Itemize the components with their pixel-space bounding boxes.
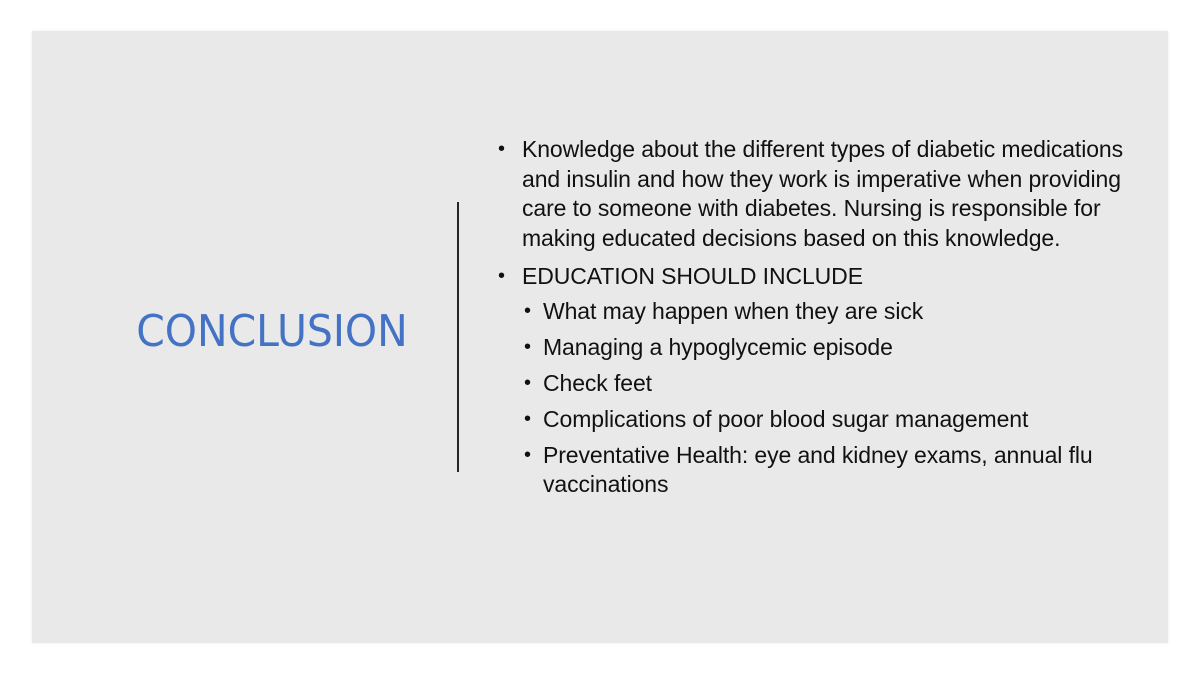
sub-bullet-item <box>498 297 1138 326</box>
sub-bullet-item <box>498 441 1138 499</box>
bullet-icon: • <box>498 265 505 287</box>
bullet-item <box>498 135 1138 253</box>
sub-bullet-text: Managing a hypoglycemic episode <box>543 333 893 360</box>
bullet-text: Knowledge about the different types of diabetic medications and insulin and how they work is imperative when providing care to someone with diabetes. Nursing is responsible for making educated decisions based on this knowledge. <box>522 136 1124 251</box>
slide <box>32 31 1168 643</box>
bullet-icon: • <box>524 407 531 430</box>
sub-bullet-item <box>498 405 1138 434</box>
bullet-icon: • <box>524 443 531 466</box>
sub-bullet-list <box>498 297 1138 499</box>
bullet-item <box>498 262 1138 499</box>
vertical-divider <box>457 202 459 472</box>
bullet-icon: • <box>524 371 531 394</box>
slide-title: CONCLUSION <box>136 306 408 357</box>
sub-bullet-text: Check feet <box>543 369 652 396</box>
slide-content <box>498 135 1138 508</box>
sub-bullet-text: Preventative Health: eye and kidney exams, annual flu vaccinations <box>543 441 1093 497</box>
bullet-icon: • <box>524 299 531 322</box>
sub-bullet-item <box>498 333 1138 362</box>
sub-bullet-text: What may happen when they are sick <box>543 297 924 324</box>
sub-bullet-item <box>498 369 1138 398</box>
bullet-list <box>498 135 1138 499</box>
bullet-text: EDUCATION SHOULD INCLUDE <box>522 263 863 289</box>
sub-bullet-text: Complications of poor blood sugar management <box>543 405 1029 432</box>
bullet-icon: • <box>524 335 531 358</box>
bullet-icon: • <box>498 138 505 160</box>
